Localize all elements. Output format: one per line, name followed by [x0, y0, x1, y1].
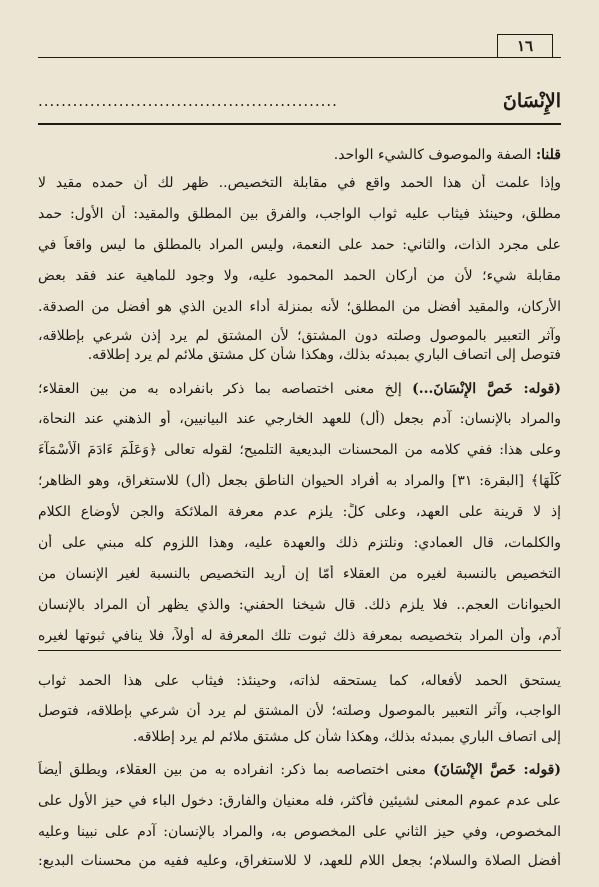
commentary-line: وإذا علمت أن هذا الحمد واقع في مقابلة التخصيص.. ظهر لك أن حمده مقيد لا: [38, 175, 561, 191]
commentary-line: إذ لا قرينة على العهد، وعلى كلٍّ: يلزم عدم معرفة الملائكة والجن لأوضاع الكلام: [38, 504, 561, 520]
commentary-line: على مجرد الذات، والثاني: حمد على النعمة، وليس المراد بالمطلق ما ليس واقعاً في: [38, 237, 561, 253]
commentary-line: مطلق، وحينئذ فيثاب عليه ثواب الواجب، والفرق بين المطلق والمقيد: أن الأول: حمد: [38, 206, 561, 222]
header-rule: [38, 57, 561, 58]
commentary-line: والكلمات، قال العمادي: ونلتزم ذلك والعهدة عليه، وهذا اللزوم كله مبني على أن: [38, 535, 561, 551]
header-dot-leader: ....................................................: [38, 92, 338, 110]
footnote-line: إلى اتصاف الباري بمبدئه بذلك، وهكذا شأن كل مشتق ملائم لم يرد إطلاقه.: [132, 729, 561, 745]
footnote-line: المخصوص، وفي حيز الثاني على المخصوص به، والمراد بالإنسان: آدم على نبينا وعليه: [38, 824, 561, 840]
commentary-line: فتوصل إلى اتصاف الباري بمبدئه بذلك، وهكذا شأن كل مشتق ملائم لم يرد إطلاقه.: [87, 347, 561, 363]
footnote-line: على عدم عموم المعنى لشيئين فأكثر، فله معنيان والفارق: دخول الباء في حيز الأول على: [38, 793, 561, 809]
footnote-line: الواجب، وآثر التعبير بالموصول وصلته؛ لأن المشتق لم يرد أن شرعي بإطلاقه، فتوصل: [38, 703, 561, 719]
footnote-line: (قوله: خَصَّ الإِنْسَانَ) معنى اختصاصه بما ذكر: انفراده به من بين العقلاء، ويطلق أيضاً: [38, 762, 561, 778]
commentary-line: (قوله: خَصَّ الإِنْسَانَ...) إلخ معنى اختصاصه بما ذكر بانفراده به من بين العقلاء؛: [38, 381, 561, 397]
commentary-line: قلنا: الصفة والموصوف كالشيء الواحد.: [333, 147, 561, 163]
running-title: الإِنْسَانَ: [502, 90, 561, 112]
footnote-line: يستحق الحمد لأفعاله، كما يستحقه لذاته، وحينئذ: فيثاب على هذا الحمد ثواب: [38, 673, 561, 689]
commentary-line: التخصيص بالنسبة لغيره من العقلاء أمّا إن أريد التخصيص بالنسبة لغير الإنسان من: [38, 566, 561, 582]
header-rule-thick: [38, 123, 561, 125]
commentary-line: والمراد بالإنسان: آدم بجعل (أل) للعهد الخارجي عند البيانيين، أو الذهني عند النحاة،: [38, 411, 561, 427]
commentary-line: آدم، وأن المراد بتخصيصه بمعرفة ذلك ثبوت تلك المعرفة له أولاً، فلا ينافي ثبوتها لغيره: [38, 628, 561, 644]
commentary-line: الحيوانات العجم.. فلا يلزم ذلك. قال شيخنا الحفني: والذي يظهر أن المراد بالإنسان: [38, 597, 561, 613]
page-number: ١٦: [497, 34, 553, 57]
commentary-line: وآثر التعبير بالموصول وصلته دون المشتق؛ لأن المشتق لم يرد إذن شرعي بإطلاقه،: [38, 328, 561, 344]
commentary-line: مقابلة شيء؛ لأن من أركان الحمد المحمود عليه، ولا وجود للماهية عند فقد بعض: [38, 268, 561, 284]
commentary-line: كُلَّهَا﴾ [البقرة: ٣١] والمراد به أفراد الحيوان الناطق بجعل (أل) للاستغراق، وهو الظاهر؛: [38, 473, 561, 489]
commentary-line: وعلى هذا: ففي كلامه من المحسنات البديعية التلميح؛ لقوله تعالى ﴿وَعَلَّمَ ءَادَمَ الْأَسْمَآءَ: [38, 442, 561, 458]
section-separator: [38, 650, 561, 651]
footnote-line: أفضل الصلاة والسلام؛ بجعل اللام للعهد، لا للاستغراق، وعليه ففيه من محسنات البديع:: [38, 853, 561, 869]
commentary-line: الأركان، والمقيد أفضل من المطلق؛ لأنه بمنزلة أداء الدين الذي هو أفضل من الصدقة.: [38, 299, 561, 315]
